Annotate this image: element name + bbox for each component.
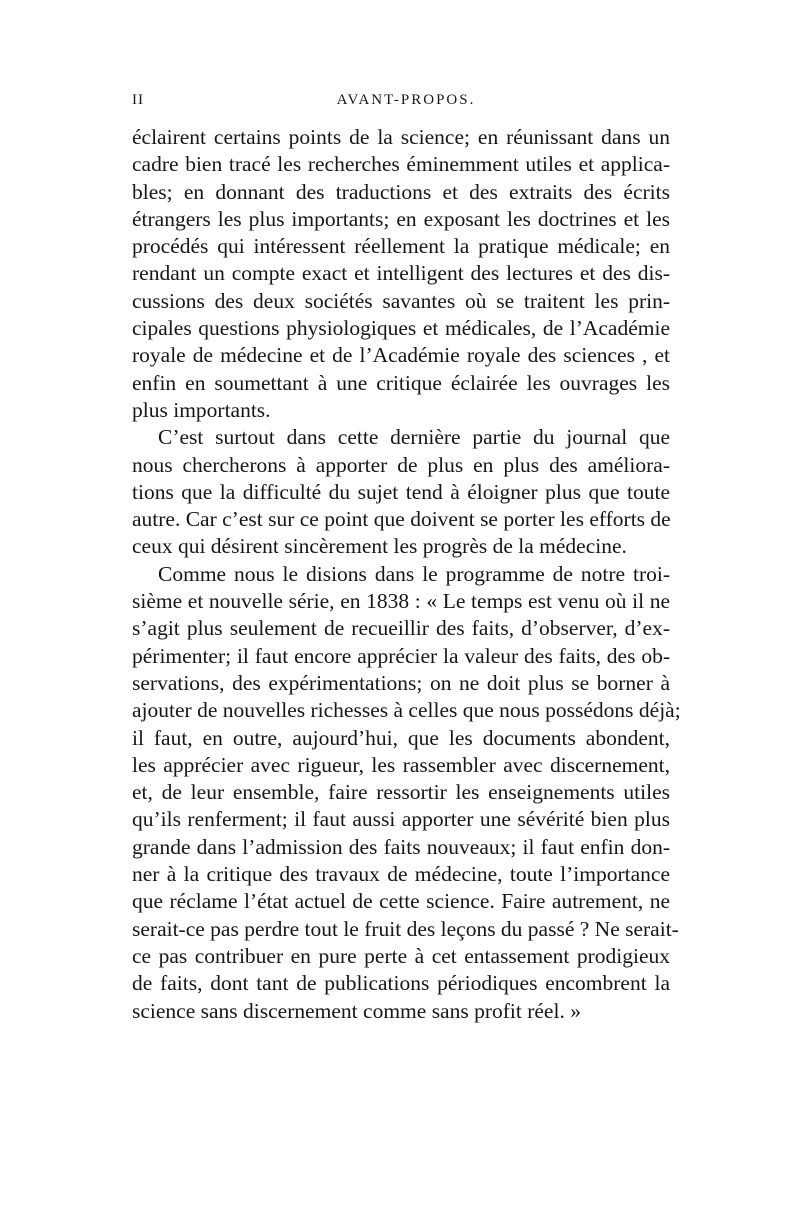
paragraph-first-line: Comme nous le disions dans le programme de notre troi- (158, 561, 670, 586)
text-line: sième et nouvelle série, en 1838 : « Le temps est venu où il ne (132, 589, 670, 614)
page-number: II (132, 92, 144, 108)
text-line: royale de médecine et de l’Académie royale des sciences , et (132, 343, 670, 368)
text-line: que réclame l’état actuel de cette science. Faire autrement, ne (132, 889, 670, 914)
text-line: procédés qui intéressent réellement la pratique médicale; en (132, 234, 670, 259)
text-line: servations, des expérimentations; on ne doit plus se borner à (132, 670, 670, 695)
text-line: qu’ils renferment; il faut aussi apporter une sévérité bien plus (132, 807, 670, 832)
text-line: ner à la critique des travaux de médecine, toute l’importance (132, 862, 670, 887)
paragraph-end-line: plus importants. (132, 397, 271, 422)
paragraph-end-line: ceux qui désirent sincèrement les progrès de la médecine. (132, 534, 627, 559)
text-line: rendant un compte exact et intelligent des lectures et des dis- (132, 261, 670, 286)
running-head (0, 92, 800, 116)
text-line: de faits, dont tant de publications périodiques encombrent la (132, 971, 670, 996)
paragraph-end-line: science sans discernement comme sans profit réel. » (132, 998, 581, 1023)
text-line: il faut, en outre, aujourd’hui, que les documents abondent, (132, 725, 670, 750)
text-line: s’agit plus seulement de recueillir des faits, d’observer, d’ex- (132, 616, 670, 641)
text-line: périmenter; il faut encore apprécier la valeur des faits, des ob- (132, 643, 670, 668)
running-title: AVANT-PROPOS. (336, 92, 476, 108)
paragraph-first-line: C’est surtout dans cette dernière partie du journal que (158, 425, 670, 450)
text-line: grande dans l’admission des faits nouveaux; il faut enfin don- (132, 834, 670, 859)
text-line: bles; en donnant des traductions et des extraits des écrits (132, 179, 670, 204)
text-line: tions que la difficulté du sujet tend à éloigner plus que toute (132, 479, 670, 504)
text-line: éclairent certains points de la science; en réunissant dans un (132, 125, 670, 149)
text-line: cussions des deux sociétés savantes où se traitent les prin- (132, 288, 670, 313)
text-line: cadre bien tracé les recherches éminemment utiles et applica- (132, 152, 670, 177)
text-line: nous chercherons à apporter de plus en plus des améliora- (132, 452, 670, 477)
text-line: serait-ce pas perdre tout le fruit des leçons du passé ? Ne serait- (132, 916, 679, 941)
text-line: et, de leur ensemble, faire ressortir les enseignements utiles (132, 780, 670, 805)
text-line: enfin en soumettant à une critique éclairée les ouvrages les (132, 370, 670, 395)
text-line: les apprécier avec rigueur, les rassembler avec discernement, (132, 752, 670, 777)
body-text (132, 124, 681, 1025)
text-line: étrangers les plus importants; en exposant les doctrines et les (132, 206, 670, 231)
text-line: ce pas contribuer en pure perte à cet entassement prodigieux (132, 943, 670, 968)
text-line: autre. Car c’est sur ce point que doivent se porter les efforts de (132, 507, 671, 532)
text-line: ajouter de nouvelles richesses à celles que nous possédons déjà; (132, 698, 681, 723)
text-line: cipales questions physiologiques et médicales, de l’Académie (132, 316, 670, 341)
